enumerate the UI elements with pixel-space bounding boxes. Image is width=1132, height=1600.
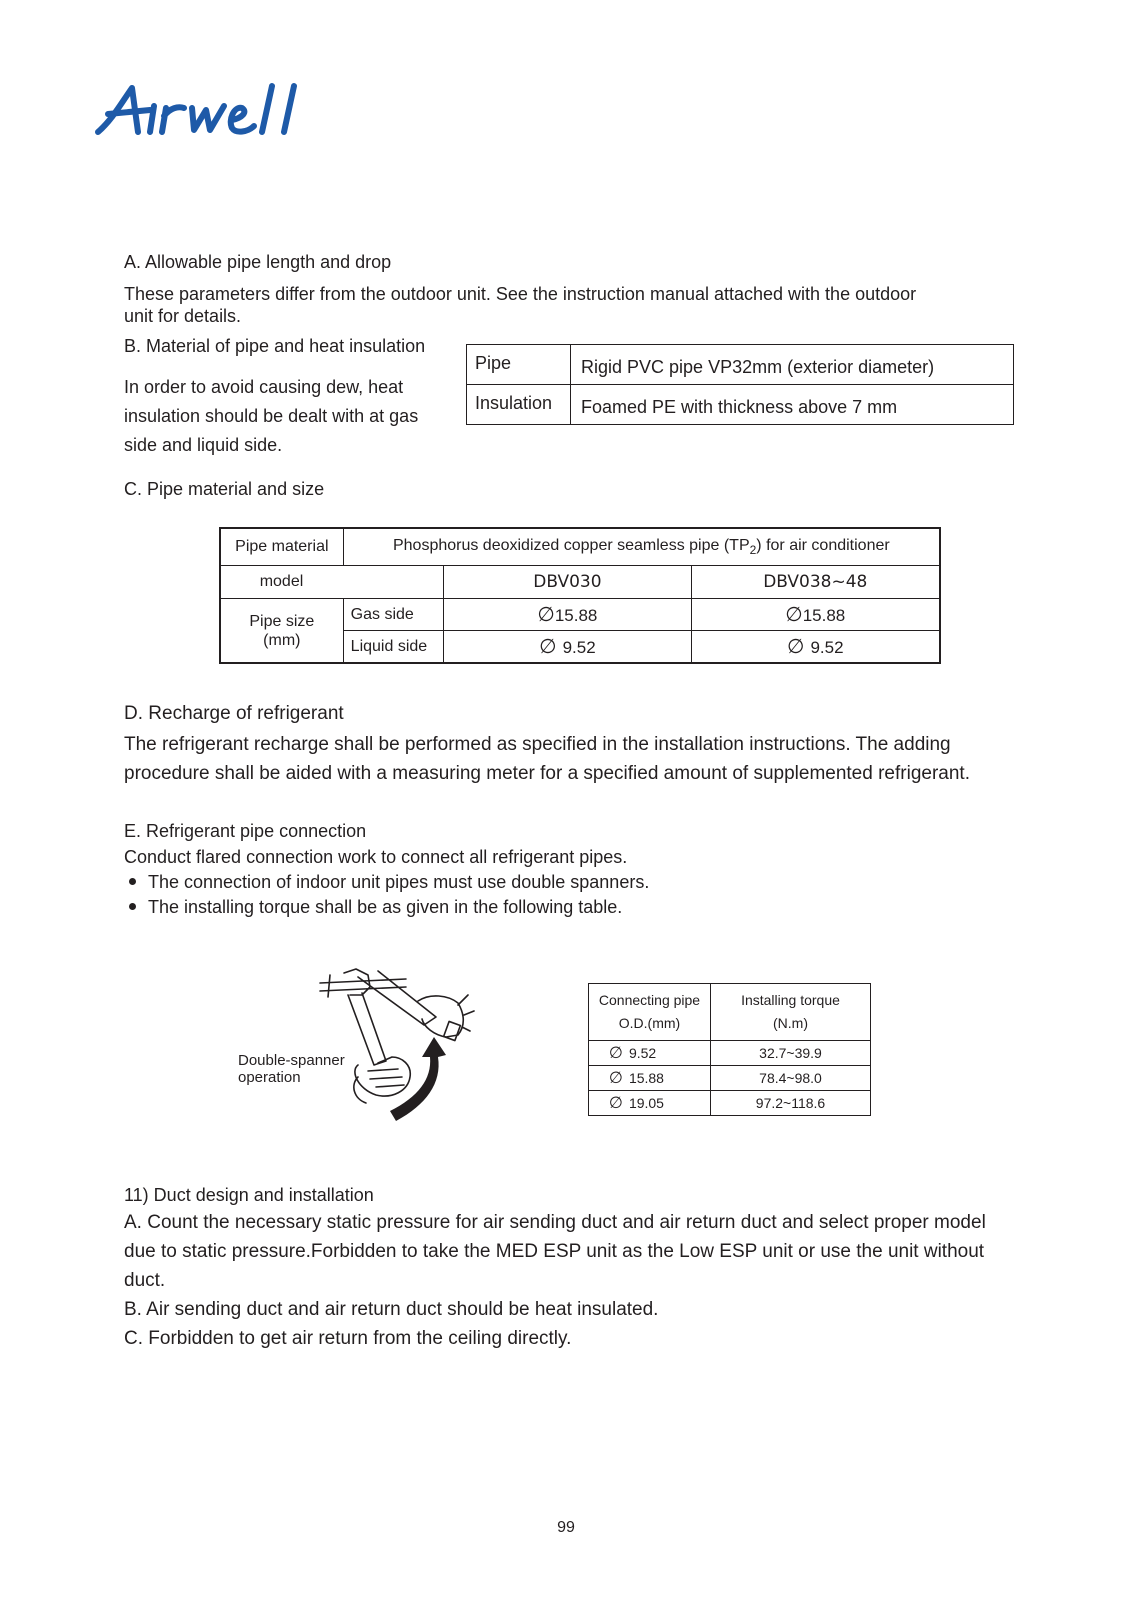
table-row [220, 599, 940, 631]
airwell-logo [92, 80, 312, 142]
page-number: 99 [557, 1519, 575, 1536]
section-a-title: A. Allowable pipe length and drop [124, 252, 392, 272]
section-b-title: B. Material of pipe and heat insulation [124, 336, 426, 356]
col-header-torque-line1: Installing torque [741, 992, 840, 1008]
liquid-side-label: Liquid side [343, 631, 444, 664]
table-row [589, 1066, 871, 1091]
section-a-body-line2: unit for details. [124, 306, 242, 326]
section-c-title: C. Pipe material and size [124, 479, 325, 499]
pipe-size-label [220, 599, 343, 664]
section-11-line-a3: duct. [124, 1270, 166, 1291]
bullet-icon [129, 903, 136, 910]
diameter-icon: ∅ [537, 604, 555, 626]
col-header-torque [711, 984, 871, 1041]
model-label [220, 566, 444, 599]
diameter-icon: ∅ [785, 604, 803, 626]
section-b-body-line1: In order to avoid causing dew, heat [124, 377, 404, 397]
section-d-body-line1: The refrigerant recharge shall be performed as specified in the installation instructions. The adding [124, 734, 951, 755]
figure-label-line1: Double-spanner [238, 1052, 345, 1069]
gas-value-text: 15.88 [802, 606, 846, 625]
od-value: 9.52 [628, 1045, 657, 1061]
section-a-body-line1: These parameters differ from the outdoor unit. See the instruction manual attached with the outdoor [124, 284, 917, 304]
col-header-od-line1: Connecting pipe [598, 992, 701, 1008]
pipe-size-label-line2: (mm) [263, 631, 301, 649]
pipe-size-label-line1: Pipe size [249, 612, 315, 630]
diameter-icon: ∅ [609, 1095, 623, 1112]
section-11-line-a2: due to static pressure.Forbidden to take the MED ESP unit as the Low ESP unit or use the unit without [124, 1241, 985, 1262]
pipe-material-value [343, 528, 940, 566]
model-label-text: model [259, 573, 304, 590]
gas-value-text: 15.88 [554, 606, 598, 625]
col-header-od-line2: O.D.(mm) [618, 1015, 681, 1031]
pipe-material-text: Phosphorus deoxidized copper seamless pipe (TP [392, 536, 750, 554]
col-header-torque-line2: (N.m) [773, 1015, 808, 1031]
gas-value [691, 599, 940, 631]
pipe-insulation-table [466, 344, 1014, 425]
liquid-value [444, 631, 691, 664]
liquid-value-text: 9.52 [810, 638, 844, 657]
table-row [589, 1041, 871, 1066]
model-value: DBV038~48 [691, 566, 940, 599]
section-d-body-line2: procedure shall be aided with a measuring meter for a specified amount of supplemented refrigerant. [124, 763, 970, 784]
bullet-item [129, 896, 622, 918]
figure-label [238, 1052, 345, 1086]
torque-table [588, 983, 871, 1116]
double-spanner-illustration [318, 965, 483, 1127]
table-row [220, 528, 940, 566]
diameter-icon: ∅ [787, 636, 805, 658]
section-e-body: Conduct flared connection work to connect all refrigerant pipes. [124, 847, 628, 867]
table-value-cell: Foamed PE with thickness above 7 mm [571, 385, 1014, 425]
bullet-item [129, 871, 649, 893]
torque-cell: 78.4~98.0 [711, 1066, 871, 1091]
table-header-row [589, 984, 871, 1041]
section-11-line-c: C. Forbidden to get air return from the ceiling directly. [124, 1328, 572, 1349]
diameter-icon: ∅ [609, 1045, 623, 1062]
pipe-material-text-end: ) for air conditioner [756, 536, 890, 554]
od-cell [589, 1091, 711, 1116]
liquid-value [691, 631, 940, 664]
bullet-icon [129, 878, 136, 885]
figure-label-line2: operation [238, 1069, 301, 1086]
od-cell [589, 1041, 711, 1066]
section-d-title: D. Recharge of refrigerant [124, 703, 344, 724]
section-b-body-line3: side and liquid side. [124, 435, 283, 455]
bullet-text: The connection of indoor unit pipes must use double spanners. [148, 872, 650, 892]
table-row [589, 1091, 871, 1116]
pipe-material-subscript: 2 [749, 543, 757, 558]
torque-cell: 97.2~118.6 [711, 1091, 871, 1116]
section-11-line-b: B. Air sending duct and air return duct should be heat insulated. [124, 1299, 659, 1320]
table-value-cell: Rigid PVC pipe VP32mm (exterior diameter) [571, 345, 1014, 385]
col-header-od [589, 984, 711, 1041]
torque-cell: 32.7~39.9 [711, 1041, 871, 1066]
table-row [220, 566, 940, 599]
diameter-icon: ∅ [539, 636, 557, 658]
section-b-body-line2: insulation should be dealt with at gas [124, 406, 419, 426]
od-value: 19.05 [628, 1095, 664, 1111]
section-e-title: E. Refrigerant pipe connection [124, 821, 367, 841]
gas-value [444, 599, 691, 631]
gas-side-label: Gas side [343, 599, 444, 631]
table-row [467, 385, 1014, 425]
pipe-material-label: Pipe material [220, 528, 343, 566]
diameter-icon: ∅ [609, 1070, 623, 1087]
liquid-value-text: 9.52 [562, 638, 596, 657]
bullet-text: The installing torque shall be as given in the following table. [148, 897, 623, 917]
table-row [467, 345, 1014, 385]
section-11-title: 11) Duct design and installation [124, 1185, 374, 1205]
od-cell [589, 1066, 711, 1091]
pipe-material-table [219, 527, 941, 664]
table-key-cell: Pipe [467, 345, 571, 385]
model-value: DBV030 [444, 566, 691, 599]
od-value: 15.88 [628, 1070, 664, 1086]
section-11-line-a1: A. Count the necessary static pressure for air sending duct and air return duct and select proper model [124, 1212, 986, 1233]
table-key-cell: Insulation [467, 385, 571, 425]
